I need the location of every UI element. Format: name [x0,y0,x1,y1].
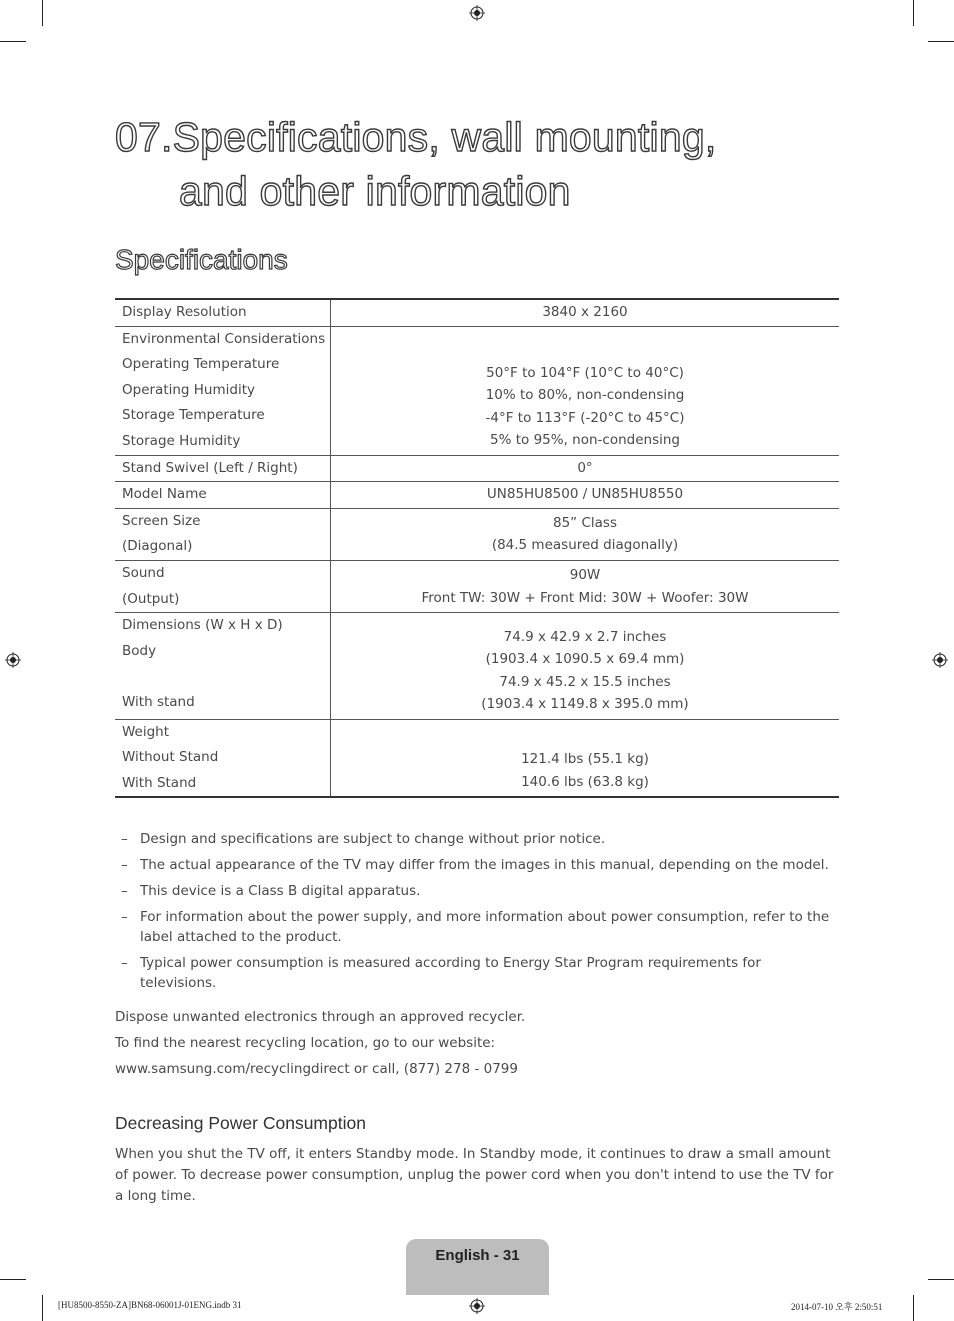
spec-label: Screen Size [122,512,201,529]
spec-value: 90W [569,567,601,584]
print-slug-date: 2014-07-10 오후 2:50:51 [791,1302,883,1312]
dash-bullet: – [121,909,128,925]
spec-label: Display Resolution [122,304,247,320]
spec-value: (1903.4 x 1149.8 x 395.0 mm) [481,696,689,712]
spec-value: 121.4 lbs (55.1 kg) [521,751,649,768]
list-item [115,829,839,849]
spec-label: (Diagonal) [122,538,193,555]
spec-value: 3840 x 2160 [542,304,628,320]
crop-mark [928,41,954,42]
spec-label: Without Stand [122,749,219,766]
spec-value: (1903.4 x 1090.5 x 69.4 mm) [485,651,685,667]
chapter-title [115,110,875,218]
dash-bullet: – [121,857,128,873]
notes-list [115,829,839,999]
specifications-table [115,298,839,798]
spec-value: -4°F to 113°F (-20°C to 45°C) [485,409,685,426]
spec-label: Operating Temperature [122,356,280,373]
crop-mark [42,1295,43,1321]
section-title: Specifications [115,244,288,275]
spec-value: (84.5 measured diagonally) [491,537,679,554]
spec-value: 74.9 x 42.9 x 2.7 inches [503,628,667,645]
table-row [115,613,839,719]
spec-value: 74.9 x 45.2 x 15.5 inches [499,673,671,690]
spec-value: 140.6 lbs (63.8 kg) [521,773,649,790]
spec-label: Body [122,642,157,659]
crop-mark [913,0,914,26]
list-item [115,855,839,875]
dash-bullet: – [121,955,128,971]
crop-mark [0,41,26,42]
spec-value: 0° [577,459,593,476]
registration-mark-icon [469,1298,485,1314]
power-consumption-heading: Decreasing Power Consumption [115,1113,366,1133]
note-text: Typical power consumption is measured according to Energy Star Program requirements for televisions. [140,955,761,991]
note-text: This device is a Class B digital apparatus. [140,883,421,899]
registration-mark-icon [932,652,948,668]
note-text: Design and specifications are subject to change without prior notice. [140,831,606,847]
chapter-title-line1: 07.Specifications, wall mounting, [115,114,717,160]
note-text: The actual appearance of the TV may differ from the images in this manual, depending on the model. [140,857,829,873]
spec-label: Model Name [122,486,207,503]
list-item [115,907,839,947]
spec-label: Storage Temperature [122,407,265,424]
spec-label: With Stand [122,774,197,791]
spec-label: Storage Humidity [122,432,241,449]
spec-value: UN85HU8500 / UN85HU8550 [486,486,684,503]
note-text: For information about the power supply, and more information about power consumption, refer to the label attached to the product. [140,909,830,945]
recycling-contact: www.samsung.com/recyclingdirect or call, (877) 278 - 0799 [115,1061,518,1077]
spec-value: 5% to 95%, non-condensing [490,432,680,449]
recycling-line: To find the nearest recycling location, go to our website: [115,1035,496,1051]
table-row [115,326,839,455]
crop-mark [928,1279,954,1280]
power-consumption-text: When you shut the TV off, it enters Standby mode. In Standby mode, it continues to draw a small amount of power. To decrease power consumption, unplug the power cord when you don't intend to use the TV for a long time. [115,1146,834,1204]
spec-label: Environmental Considerations [122,330,326,347]
registration-mark-icon [469,5,485,21]
spec-label: Dimensions (W x H x D) [122,617,283,634]
table-row [115,508,839,560]
table-row [115,299,839,326]
registration-mark-icon [5,652,21,668]
table-row [115,560,839,612]
list-item [115,881,839,901]
table-row [115,719,839,797]
spec-value: 85” Class [553,514,617,531]
page-number: English - 31 [435,1247,520,1264]
table-row [115,482,839,509]
spec-label: Weight [122,723,170,740]
crop-mark [0,1279,26,1280]
spec-value: Front TW: 30W + Front Mid: 30W + Woofer: 30W [421,589,749,606]
print-slug-file: [HU8500-8550-ZA]BN68-06001J-01ENG.indb 31 [58,1300,242,1310]
recycling-line: Dispose unwanted electronics through an approved recycler. [115,1009,526,1025]
dash-bullet: – [121,831,128,847]
crop-mark [913,1295,914,1321]
spec-label [122,664,330,690]
spec-label: Sound [122,564,165,581]
crop-mark [42,0,43,26]
table-row [115,455,839,482]
spec-label: Operating Humidity [122,381,255,398]
spec-label: Stand Swivel (Left / Right) [122,459,298,476]
list-item [115,953,839,993]
recycling-info [115,1004,525,1082]
spec-value: 50°F to 104°F (10°C to 40°C) [486,364,684,381]
page-number-tab [406,1239,549,1295]
dash-bullet: – [121,883,128,899]
spec-value: 10% to 80%, non-condensing [485,387,685,404]
chapter-title-line2: and other information [179,168,571,214]
spec-label: (Output) [122,590,180,607]
spec-label: With stand [122,693,195,710]
